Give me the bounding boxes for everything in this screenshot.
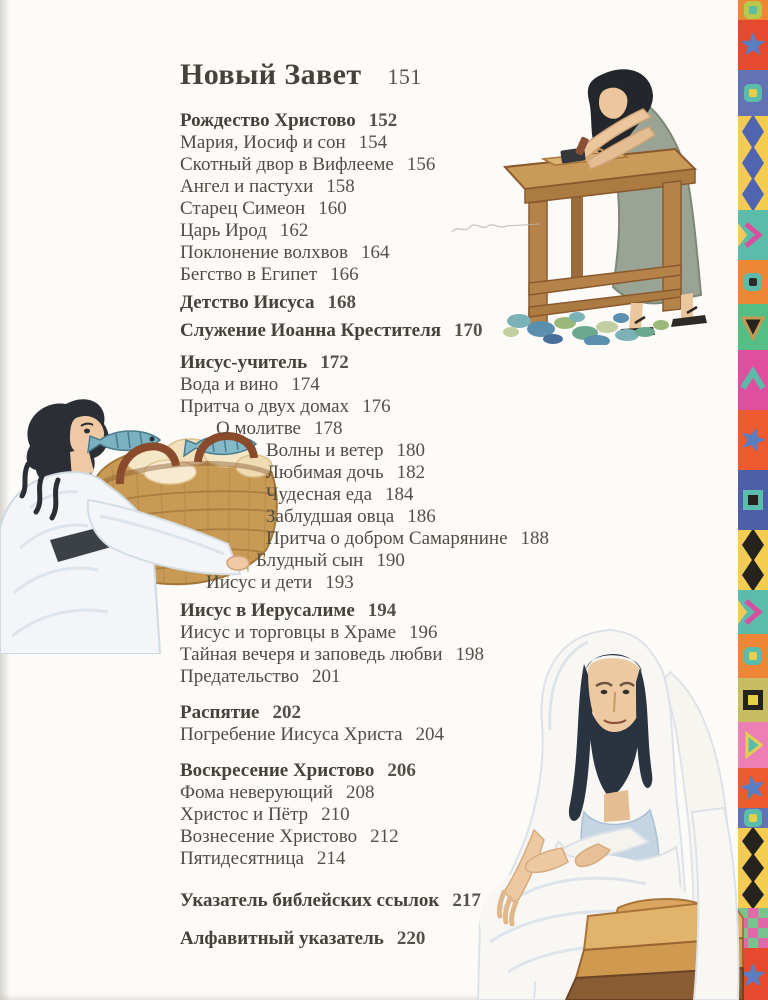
toc-entry-page-number: 202 (272, 702, 301, 723)
toc-entry-label: Притча о двух домах (180, 396, 350, 417)
toc-entry (180, 292, 725, 314)
toc-entry (180, 600, 725, 622)
toc-entry-label: Мария, Иосиф и сон (180, 132, 346, 153)
border-block-star (738, 20, 768, 70)
toc-entry (180, 462, 725, 484)
toc-entry (180, 702, 725, 724)
toc-entry-page-number: 158 (326, 176, 355, 197)
toc-entry (180, 804, 725, 826)
toc-entry-page-number: 210 (321, 804, 350, 825)
page-title (180, 58, 725, 92)
toc-entry (180, 506, 725, 528)
toc-entry-label: Вознесение Христово (180, 826, 358, 847)
toc-entry-label: Пятидесятница (180, 848, 304, 869)
toc-entry-page-number: 154 (358, 132, 388, 153)
toc-entry (180, 760, 725, 782)
toc-entry (180, 176, 725, 198)
toc-entry-label: Тайная вечеря и заповедь любви (180, 644, 443, 665)
toc-entry-label: Царь Ирод (180, 220, 267, 241)
toc-entry (180, 724, 725, 746)
border-block-roundsq (738, 0, 768, 20)
toc-entry (180, 352, 725, 374)
toc-entry (180, 484, 725, 506)
toc-entry-label: Христос и Пётр (180, 804, 309, 825)
toc-entry-label: Любимая дочь (266, 462, 384, 483)
border-block-chevup (738, 350, 768, 410)
toc-entry-page-number: 178 (314, 418, 343, 439)
toc-entry-page-number: 168 (327, 292, 356, 313)
toc-entry-page-number: 176 (362, 396, 391, 417)
toc-entry (180, 826, 725, 848)
toc-entry-page-number: 162 (279, 220, 309, 241)
toc-entry (180, 572, 725, 594)
toc-entry-page-number: 174 (291, 374, 320, 395)
toc-entry-page-number: 220 (396, 928, 426, 949)
toc-entry-label: Поклонение волхвов (180, 242, 348, 263)
toc-entry-label: Волны и ветер (266, 440, 384, 461)
toc-entry-label: Старец Симеон (180, 198, 306, 219)
toc-entry-label: Распятие (180, 702, 260, 723)
toc-entry-label: Блудный сын (256, 550, 364, 571)
toc-entry-page-number: 188 (520, 528, 550, 549)
toc-entry-label: Бегство в Египет (180, 264, 318, 285)
border-block-zigzag (738, 116, 768, 210)
toc-entry-label: Иисус и дети (206, 572, 313, 593)
toc-entry (180, 928, 725, 950)
toc-entry (180, 320, 725, 342)
toc-entry-page-number: 184 (385, 484, 414, 505)
border-block-roundsq (738, 70, 768, 116)
toc-entry-label: О молитве (216, 418, 301, 439)
toc-entry-label: Погребение Иисуса Христа (180, 724, 403, 745)
toc-entry-label: Иисус в Иерусалиме (180, 600, 355, 621)
toc-entry-page-number: 156 (406, 154, 436, 175)
toc-entry (180, 242, 725, 264)
toc-entry-label: Ангел и пастухи (180, 176, 314, 197)
toc-entry-page-number: 214 (316, 848, 346, 869)
toc-entry-page-number: 180 (396, 440, 426, 461)
toc-entry-label: Заблудшая овца (266, 506, 395, 527)
toc-entry (180, 440, 725, 462)
toc-entry (180, 644, 725, 666)
toc-entry-label: Скотный двор в Вифлееме (180, 154, 394, 175)
toc-entry (180, 418, 725, 440)
border-block-star (738, 410, 768, 470)
page-title-number: 151 (387, 64, 422, 89)
toc-entry-page-number: 186 (407, 506, 436, 527)
toc-entry (180, 110, 725, 132)
toc-entry (180, 666, 725, 688)
border-block-sqring (738, 470, 768, 530)
toc-entry-label: Указатель библейских ссылок (180, 890, 440, 911)
toc-entry-page-number: 182 (396, 462, 426, 483)
toc-entry-label: Алфавитный указатель (180, 928, 384, 949)
toc-entry-label: Иисус-учитель (180, 352, 308, 373)
toc-entry-label: Вода и вино (180, 374, 279, 395)
page-title-label: Новый Завет (180, 58, 362, 91)
toc-entry-page-number: 190 (376, 550, 405, 571)
toc-entry (180, 890, 725, 912)
toc-entry-page-number: 204 (415, 724, 445, 745)
toc-entry-page-number: 164 (360, 242, 390, 263)
toc-entry-page-number: 170 (454, 320, 483, 341)
toc-entry-label: Иисус и торговцы в Храме (180, 622, 397, 643)
toc-entry-list (180, 110, 725, 950)
border-block-tridown (738, 304, 768, 350)
toc-entry (180, 374, 725, 396)
toc-entry-page-number: 201 (311, 666, 341, 687)
toc-entry-label: Рождество Христово (180, 110, 356, 131)
border-block-zigzag (738, 530, 768, 590)
toc-entry (180, 198, 725, 220)
toc-entry (180, 622, 725, 644)
toc-entry-page-number: 217 (452, 890, 481, 911)
toc-entry-label: Служение Иоанна Крестителя (180, 320, 442, 341)
toc-entry (180, 132, 725, 154)
toc-entry (180, 848, 725, 870)
toc-entry-page-number: 172 (320, 352, 349, 373)
toc-entry-page-number: 152 (368, 110, 398, 131)
toc-entry (180, 396, 725, 418)
toc-entry-page-number: 212 (370, 826, 399, 847)
border-block-roundsq (738, 260, 768, 304)
toc-entry-label: Притча о добром Самарянине (266, 528, 508, 549)
toc-entry (180, 550, 725, 572)
toc-entry-label: Чудесная еда (266, 484, 373, 505)
toc-entry-page-number: 208 (346, 782, 375, 803)
toc-entry-page-number: 160 (318, 198, 347, 219)
toc-entry (180, 782, 725, 804)
toc-entry-page-number: 206 (387, 760, 416, 781)
table-of-contents (180, 58, 725, 950)
toc-entry-page-number: 196 (409, 622, 438, 643)
toc-entry (180, 220, 725, 242)
toc-entry (180, 154, 725, 176)
toc-entry-page-number: 193 (325, 572, 354, 593)
toc-entry-page-number: 194 (367, 600, 397, 621)
toc-entry (180, 264, 725, 286)
toc-entry-label: Предательство (180, 666, 299, 687)
toc-entry-label: Детство Иисуса (180, 292, 315, 313)
toc-entry-page-number: 198 (455, 644, 485, 665)
toc-entry-page-number: 166 (330, 264, 359, 285)
toc-entry-label: Воскресение Христово (180, 760, 375, 781)
border-block-chevright (738, 210, 768, 260)
toc-entry-label: Фома неверующий (180, 782, 334, 803)
toc-entry (180, 528, 725, 550)
